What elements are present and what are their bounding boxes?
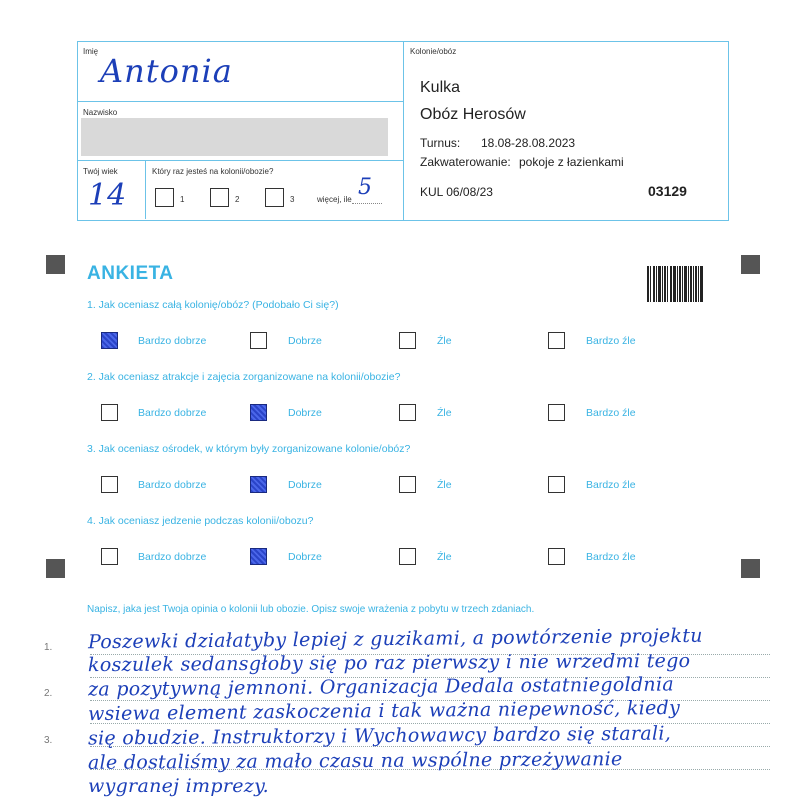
question-4-text: 4. Jak oceniasz jedzenie podczas kolonii/obozu? xyxy=(87,515,314,527)
q3-option-bardzo-dobrze-label: Bardzo dobrze xyxy=(138,479,207,491)
q2-option-bardzo-dobrze-checkbox[interactable] xyxy=(101,404,118,421)
registration-marker-top-right xyxy=(741,255,760,274)
header-divider-age xyxy=(145,160,146,219)
opinion-handwritten-line-1: Poszewki działatyby lepiej z guzikami, a powtórzenie projektu xyxy=(87,624,703,654)
header-divider-vertical xyxy=(403,41,404,220)
camp-name-2: Obóz Herosów xyxy=(420,106,526,123)
header-divider-surname xyxy=(77,160,404,161)
q1-option-zle-label: Źle xyxy=(437,335,452,347)
q4-option-bardzo-zle-checkbox[interactable] xyxy=(548,548,565,565)
q1-option-bardzo-zle-checkbox[interactable] xyxy=(548,332,565,349)
turnus-label: Turnus: xyxy=(420,136,461,150)
opinion-line-number-3: 3. xyxy=(44,735,53,746)
surname-label: Nazwisko xyxy=(83,108,118,117)
question-2-text: 2. Jak oceniasz atrakcje i zajęcia zorganizowane na kolonii/obozie? xyxy=(87,371,401,383)
times-more-handwritten: 5 xyxy=(358,175,372,200)
barcode xyxy=(647,266,703,302)
q3-option-dobrze-checkbox[interactable] xyxy=(250,476,267,493)
age-label: Twój wiek xyxy=(83,167,118,176)
opinion-handwritten-line-2: koszulek sedansgłoby się po raz pierwszy i nie wrzedmi tego xyxy=(87,649,691,677)
q2-option-zle-checkbox[interactable] xyxy=(399,404,416,421)
opinion-handwritten-line-3: za pozytywną jemnoni. Organizacja Dedala ostatniegoldnia xyxy=(87,673,675,701)
q3-option-bardzo-dobrze-checkbox[interactable] xyxy=(101,476,118,493)
q1-option-zle-checkbox[interactable] xyxy=(399,332,416,349)
name-label: Imię xyxy=(83,47,99,56)
q3-option-bardzo-zle-label: Bardzo źle xyxy=(586,479,636,491)
registration-marker-top-left xyxy=(46,255,65,274)
q4-option-zle-checkbox[interactable] xyxy=(399,548,416,565)
q4-option-bardzo-zle-label: Bardzo źle xyxy=(586,551,636,563)
registration-marker-mid-right xyxy=(741,559,760,578)
question-1-text: 1. Jak oceniasz całą kolonię/obóz? (Podobało Ci się?) xyxy=(87,299,339,311)
times-option-1-label: 1 xyxy=(180,195,185,204)
surname-redacted-block xyxy=(81,118,388,156)
turnus-value: 18.08-28.08.2023 xyxy=(481,136,576,150)
age-handwritten: 14 xyxy=(88,178,127,213)
q2-option-dobrze-checkbox[interactable] xyxy=(250,404,267,421)
survey-title: ANKIETA xyxy=(87,263,174,284)
camp-label: Kolonie/obóz xyxy=(410,47,457,56)
q3-option-zle-checkbox[interactable] xyxy=(399,476,416,493)
accom-value: pokoje z łazienkami xyxy=(519,155,624,169)
q1-option-dobrze-checkbox[interactable] xyxy=(250,332,267,349)
q2-option-bardzo-zle-label: Bardzo źle xyxy=(586,407,636,419)
q4-option-zle-label: Źle xyxy=(437,551,452,563)
q4-option-dobrze-checkbox[interactable] xyxy=(250,548,267,565)
times-option-2-label: 2 xyxy=(235,195,240,204)
opinion-handwritten-line-5: się obudzie. Instruktorzy i Wychowawcy bardzo się starali, xyxy=(87,722,672,750)
q2-option-bardzo-dobrze-label: Bardzo dobrze xyxy=(138,407,207,419)
opinion-line-number-2: 2. xyxy=(44,688,53,699)
q3-option-zle-label: Źle xyxy=(437,479,452,491)
q4-option-dobrze-label: Dobrze xyxy=(288,551,322,563)
times-more-label: więcej, ile xyxy=(317,195,352,204)
opinion-handwritten-line-4: wsiewa element zaskoczenia i tak ważna niepewność, kiedy xyxy=(87,696,681,726)
times-option-3-label: 3 xyxy=(290,195,295,204)
camp-number: 03129 xyxy=(648,183,687,199)
header-divider-name xyxy=(77,101,404,102)
q3-option-bardzo-zle-checkbox[interactable] xyxy=(548,476,565,493)
q1-option-bardzo-dobrze-checkbox[interactable] xyxy=(101,332,118,349)
q4-option-bardzo-dobrze-label: Bardzo dobrze xyxy=(138,551,207,563)
accom-label: Zakwaterowanie: xyxy=(420,155,511,169)
times-option-1-checkbox[interactable] xyxy=(155,188,174,207)
opinion-prompt: Napisz, jaka jest Twoja opinia o kolonii lub obozie. Opisz swoje wrażenia z pobytu w trzech zdaniach. xyxy=(87,604,535,615)
q3-option-dobrze-label: Dobrze xyxy=(288,479,322,491)
q1-option-bardzo-dobrze-label: Bardzo dobrze xyxy=(138,335,207,347)
q2-option-zle-label: Źle xyxy=(437,407,452,419)
opinion-handwritten-line-6: ale dostaliśmy za mało czasu na wspólne przeżywanie xyxy=(87,748,623,774)
opinion-line-number-1: 1. xyxy=(44,642,53,653)
q1-option-bardzo-zle-label: Bardzo źle xyxy=(586,335,636,347)
name-handwritten: Antonia xyxy=(100,52,233,90)
q4-option-bardzo-dobrze-checkbox[interactable] xyxy=(101,548,118,565)
times-option-3-checkbox[interactable] xyxy=(265,188,284,207)
times-option-2-checkbox[interactable] xyxy=(210,188,229,207)
q1-option-dobrze-label: Dobrze xyxy=(288,335,322,347)
q2-option-bardzo-zle-checkbox[interactable] xyxy=(548,404,565,421)
question-3-text: 3. Jak oceniasz ośrodek, w którym były zorganizowane kolonie/obóz? xyxy=(87,443,411,455)
camp-name-1: Kulka xyxy=(420,79,461,96)
q2-option-dobrze-label: Dobrze xyxy=(288,407,322,419)
opinion-handwritten-line-7: wygranej imprezy. xyxy=(88,775,269,797)
registration-marker-mid-left xyxy=(46,559,65,578)
times-more-dotline xyxy=(352,203,382,204)
times-label: Który raz jesteś na kolonii/obozie? xyxy=(152,167,274,176)
camp-code: KUL 06/08/23 xyxy=(420,185,493,199)
